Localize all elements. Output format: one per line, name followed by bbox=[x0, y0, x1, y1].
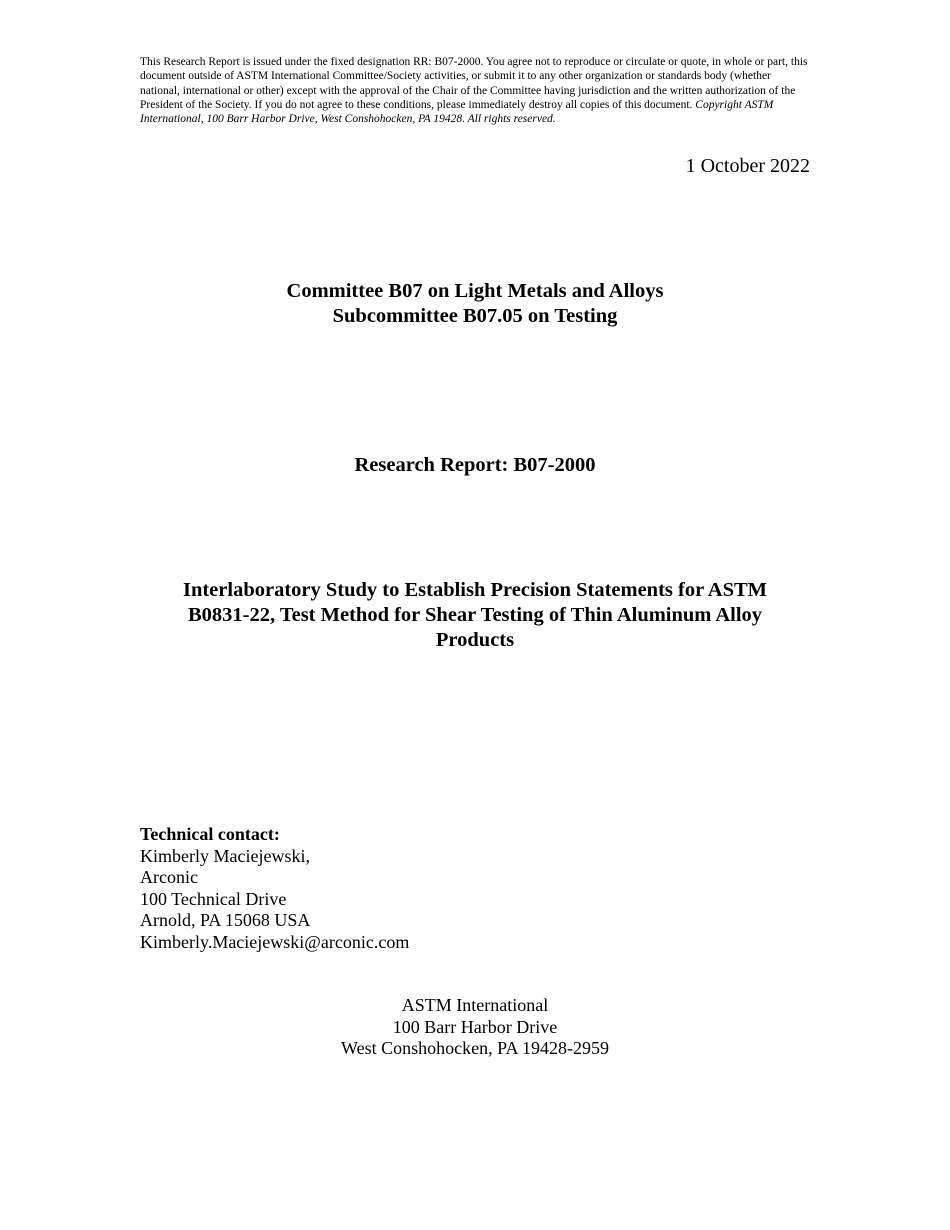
contact-email[interactable]: Kimberly.Maciejewski@arconic.com bbox=[140, 931, 410, 952]
technical-contact bbox=[140, 824, 409, 953]
astm-street: 100 Barr Harbor Drive bbox=[392, 1016, 558, 1037]
report-date: 1 October 2022 bbox=[685, 155, 810, 177]
usage-notice bbox=[140, 55, 812, 126]
committee-name: Committee B07 on Light Metals and Alloys bbox=[286, 280, 664, 302]
contact-label: Technical contact: bbox=[140, 824, 280, 844]
contact-city: Arnold, PA 15068 USA bbox=[140, 910, 311, 930]
study-title-line-1: Interlaboratory Study to Establish Precision Statements for ASTM bbox=[182, 579, 768, 601]
astm-city: West Conshohocken, PA 19428-2959 bbox=[341, 1038, 609, 1058]
notice-text: This Research Report is issued under the fixed designation RR: B07-2000. You agree not to reproduce or circulate or quote, in whole or part, this document outside of ASTM International Committee/Society activities, or submit it to any other organization or standards body (whether national, international or other) except with the approval of the Chair of the Committee having jurisdiction and the written authorization of the President of the Society. If you do not agree to these conditions, please immediately destroy all copies of this document. bbox=[140, 56, 808, 111]
study-title-line-2: B0831-22, Test Method for Shear Testing of Thin Aluminum Alloy bbox=[187, 604, 763, 626]
committee-heading bbox=[140, 279, 810, 329]
study-title-line-3: Products bbox=[435, 629, 515, 651]
subcommittee-name: Subcommittee B07.05 on Testing bbox=[332, 305, 618, 327]
astm-name: ASTM International bbox=[401, 995, 549, 1015]
contact-company: Arconic bbox=[140, 867, 198, 887]
contact-name: Kimberly Maciejewski, bbox=[140, 845, 310, 866]
study-title bbox=[140, 578, 810, 653]
copyright-notice: Copyright ASTM International, 100 Barr Harbor Drive, West Conshohocken, PA 19428. All rights reserved. bbox=[140, 98, 774, 126]
astm-address bbox=[140, 995, 810, 1060]
contact-street: 100 Technical Drive bbox=[140, 888, 287, 909]
report-title: Research Report: B07-2000 bbox=[354, 454, 596, 476]
